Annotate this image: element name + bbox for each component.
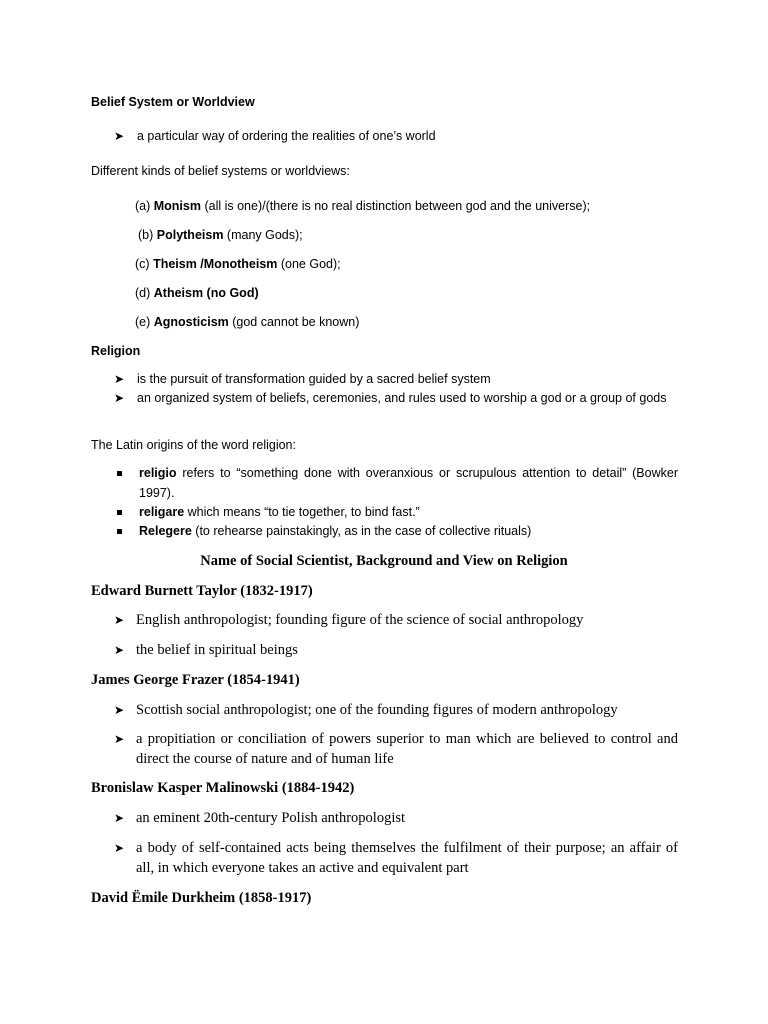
arrowhead-bullet-icon: ➤: [114, 703, 125, 717]
kind-desc: (all is one)/(there is no real distinction between god and the universe);: [200, 199, 591, 213]
kind-desc: (god cannot be known): [228, 315, 360, 329]
arrowhead-bullet-icon: ➤: [114, 643, 125, 657]
kind-item: [135, 284, 259, 303]
latin-desc: refers to “something done with overanxious or scrupulous attention to detail” (Bowker 1997).: [139, 466, 678, 500]
kind-item: [138, 226, 303, 245]
kind-prefix: (e): [135, 315, 154, 329]
scientist-point: Scottish social anthropologist; one of the founding figures of modern anthropology: [136, 702, 618, 718]
latin-item: [139, 464, 678, 503]
scientist-point: a body of self-contained acts being themselves the fulfilment of their purpose; an affair of all, in which everyone takes an active and equivalent part: [136, 840, 678, 876]
scientist-name: David Ëmile Durkheim (1858-1917): [91, 890, 312, 906]
arrowhead-bullet-icon: ➤: [114, 811, 125, 825]
square-bullet-icon: [117, 471, 122, 476]
latin-term: religio: [139, 466, 177, 480]
religion-bullet: an organized system of beliefs, ceremonies, and rules used to worship a god or a group of gods: [137, 391, 667, 405]
kind-desc: (many Gods);: [223, 228, 303, 242]
scientist-point: the belief in spiritual beings: [136, 642, 298, 658]
latin-desc: (to rehearse painstakingly, as in the case of collective rituals): [191, 524, 532, 538]
latin-intro: The Latin origins of the word religion:: [91, 438, 296, 452]
kinds-intro: Different kinds of belief systems or worldviews:: [91, 164, 350, 178]
arrowhead-bullet-icon: ➤: [114, 732, 125, 746]
scientist-name: James George Frazer (1854-1941): [91, 672, 300, 688]
kind-item: [135, 255, 341, 274]
square-bullet-icon: [117, 510, 122, 515]
scientists-title: Name of Social Scientist, Background and View on Religion: [200, 553, 568, 569]
arrowhead-bullet-icon: ➤: [114, 391, 125, 405]
kind-term: Agnosticism: [153, 315, 229, 329]
section-heading-religion: Religion: [91, 344, 141, 358]
kind-item: [135, 313, 359, 332]
arrowhead-bullet-icon: ➤: [114, 613, 125, 627]
kind-item: [135, 197, 590, 216]
latin-item: [139, 503, 420, 522]
latin-term: Relegere: [139, 524, 192, 538]
kind-prefix: (d): [135, 286, 154, 300]
scientist-name: Edward Burnett Taylor (1832-1917): [91, 583, 313, 599]
kind-term: Polytheism: [156, 228, 224, 242]
religion-bullet: is the pursuit of transformation guided by a sacred belief system: [137, 372, 491, 386]
kind-term: Monism: [153, 199, 201, 213]
kind-desc: (one God);: [277, 257, 341, 271]
square-bullet-icon: [117, 529, 122, 534]
kind-prefix: (a): [135, 199, 154, 213]
scientist-name: Bronislaw Kasper Malinowski (1884-1942): [91, 780, 355, 796]
latin-desc: which means “to tie together, to bind fast.”: [184, 505, 420, 519]
kind-term: Atheism: [153, 286, 204, 300]
latin-term: religare: [139, 505, 185, 519]
kind-prefix: (b): [138, 228, 157, 242]
arrowhead-bullet-icon: ➤: [114, 372, 125, 386]
kind-desc: (no God): [203, 286, 259, 300]
arrowhead-bullet-icon: ➤: [114, 129, 125, 143]
scientist-point: a propitiation or conciliation of powers superior to man which are believed to control and direct the course of nature and of human life: [136, 731, 678, 767]
kind-term: Theism /Monotheism: [153, 257, 278, 271]
scientist-point: English anthropologist; founding figure of the science of social anthropology: [136, 612, 584, 628]
latin-item: [139, 522, 531, 541]
arrowhead-bullet-icon: ➤: [114, 841, 125, 855]
scientist-point: an eminent 20th-century Polish anthropologist: [136, 810, 406, 826]
kind-prefix: (c): [135, 257, 154, 271]
belief-bullet: a particular way of ordering the realities of one’s world: [137, 129, 436, 143]
section-heading-belief: Belief System or Worldview: [91, 95, 255, 109]
